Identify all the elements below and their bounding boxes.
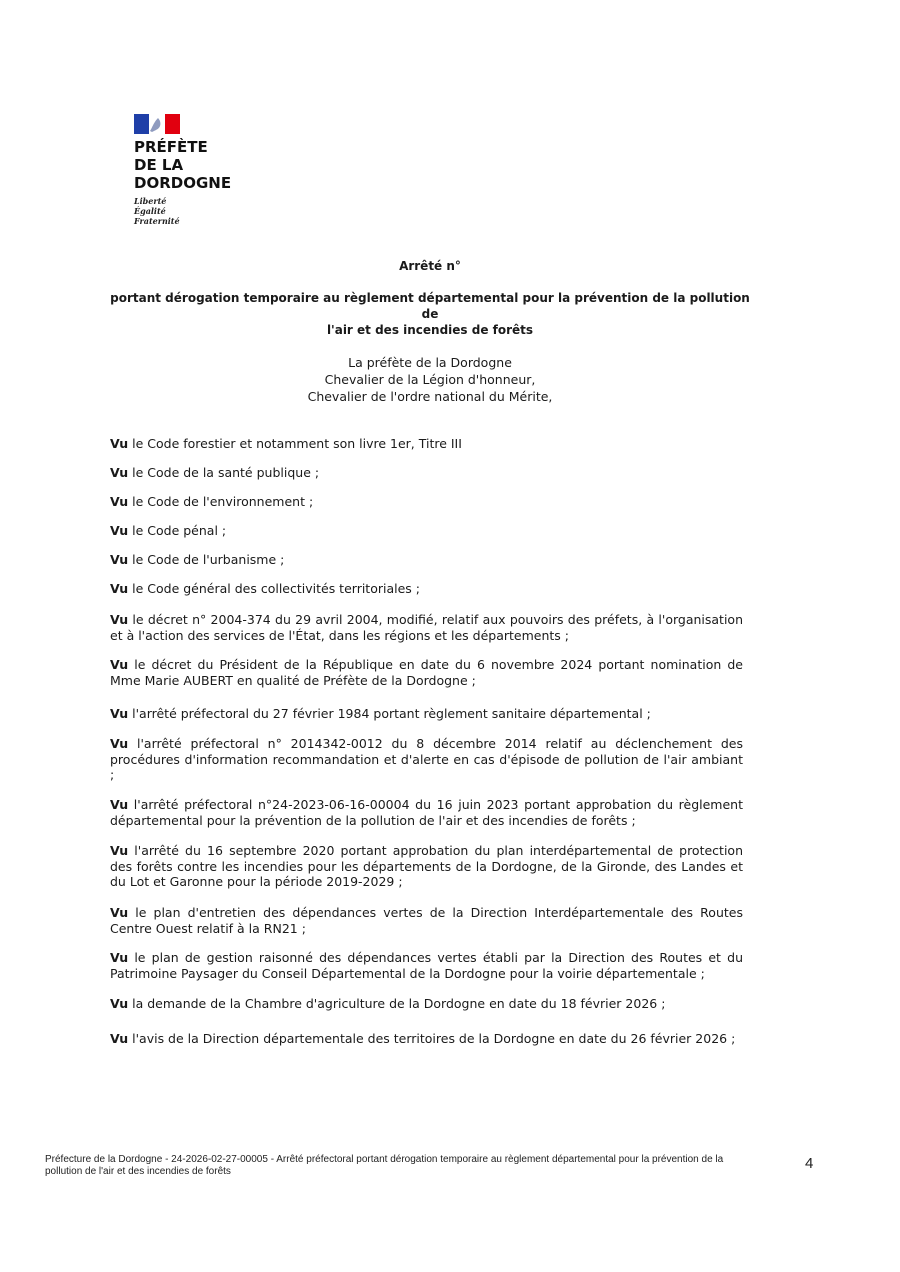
visa-item	[110, 523, 743, 539]
visa-item	[110, 797, 743, 828]
visa-text: l'arrêté préfectoral n°24-2023-06-16-00004 du 16 juin 2023 portant approbation du règlement départemental pour la prévention de la pollution de l'air et des incendies de forêts ;	[110, 797, 743, 828]
visa-vu: Vu	[110, 494, 129, 509]
authority-line-2: Chevalier de la Légion d'honneur,	[324, 372, 536, 387]
visa-item	[110, 581, 743, 597]
visa-vu: Vu	[110, 797, 129, 812]
visa-text: le décret n° 2004-374 du 29 avril 2004, modifié, relatif aux pouvoirs des préfets, à l'organisation et à l'action des services de l'État, dans les régions et les départements ;	[110, 612, 743, 643]
visa-text: l'arrêté préfectoral n° 2014342-0012 du 8 décembre 2014 relatif au déclenchement des procédures d'information recommandation et d'alerte en cas d'épisode de pollution de l'air ambiant ;	[110, 736, 743, 782]
visa-text: le Code de l'urbanisme ;	[132, 552, 285, 567]
visa-vu: Vu	[110, 950, 129, 965]
visa-item	[110, 736, 743, 783]
visa-item	[110, 436, 743, 452]
motto-liberte: Liberté	[134, 196, 167, 206]
visa-text: le Code général des collectivités territoriales ;	[132, 581, 420, 596]
visa-text: l'avis de la Direction départementale des territoires de la Dordogne en date du 26 février 2026 ;	[132, 1031, 736, 1046]
visa-item	[110, 612, 743, 643]
visa-vu: Vu	[110, 996, 129, 1011]
visa-text: le plan de gestion raisonné des dépendances vertes établi par la Direction des Routes et du Patrimoine Paysager du Conseil Départemental de la Dordogne pour la voirie départementale ;	[110, 950, 743, 981]
visa-text: le décret du Président de la République en date du 6 novembre 2024 portant nomination de Mme Marie AUBERT en qualité de Préfète de la Dordogne ;	[110, 657, 743, 688]
visa-text: le Code pénal ;	[132, 523, 227, 538]
visa-item	[110, 1031, 743, 1047]
visa-vu: Vu	[110, 436, 129, 451]
visa-vu: Vu	[110, 905, 129, 920]
visa-vu: Vu	[110, 552, 129, 567]
logo-line-2: DE LA	[134, 156, 184, 174]
authority-line-3: Chevalier de l'ordre national du Mérite,	[307, 389, 553, 404]
visa-vu: Vu	[110, 1031, 129, 1046]
visa-item	[110, 465, 743, 481]
visa-text: l'arrêté du 16 septembre 2020 portant approbation du plan interdépartemental de protection des forêts contre les incendies pour les départements de la Dordogne, de la Gironde, des Landes et du Lot et Garonne pour la période 2019-2029 ;	[110, 843, 743, 889]
decree-subject-line-2: l'air et des incendies de forêts	[326, 323, 534, 337]
visa-vu: Vu	[110, 706, 129, 721]
visa-item	[110, 552, 743, 568]
visa-item	[110, 494, 743, 510]
visa-vu: Vu	[110, 657, 129, 672]
motto-fraternite: Fraternité	[134, 216, 180, 226]
page-footer: Préfecture de la Dordogne - 24-2026-02-27-00005 - Arrêté préfectoral portant dérogation temporaire au règlement départemental pour la prévention de la pollution de l'air et des incendies de forêts	[45, 1154, 724, 1177]
visa-text: le Code de l'environnement ;	[132, 494, 314, 509]
visa-vu: Vu	[110, 843, 129, 858]
logo-line-3: DORDOGNE	[134, 174, 232, 192]
motto-egalite: Égalité	[134, 206, 166, 216]
visa-vu: Vu	[110, 523, 129, 538]
visa-item	[110, 996, 743, 1012]
logo-line-1: PRÉFÈTE	[134, 138, 208, 156]
visa-text: le Code de la santé publique ;	[132, 465, 320, 480]
visa-item	[110, 657, 743, 688]
visa-text: le plan d'entretien des dépendances vertes de la Direction Interdépartementale des Routes Centre Ouest relatif à la RN21 ;	[110, 905, 743, 936]
visa-item	[110, 706, 743, 722]
visa-item	[110, 905, 743, 936]
page-number: 4	[805, 1155, 814, 1172]
visa-vu: Vu	[110, 612, 129, 627]
visa-vu: Vu	[110, 465, 129, 480]
visa-text: la demande de la Chambre d'agriculture de la Dordogne en date du 18 février 2026 ;	[132, 996, 666, 1011]
visa-text: l'arrêté préfectoral du 27 février 1984 portant règlement sanitaire départemental ;	[132, 706, 651, 721]
decree-number: Arrêté n°	[399, 259, 461, 273]
authority-line-1: La préfète de la Dordogne	[348, 355, 512, 370]
visa-item	[110, 843, 743, 890]
visa-vu: Vu	[110, 736, 129, 751]
visa-vu: Vu	[110, 581, 129, 596]
visa-item	[110, 950, 743, 981]
visa-text: le Code forestier et notamment son livre 1er, Titre III	[132, 436, 462, 451]
decree-subject-line-1: portant dérogation temporaire au règlement départemental pour la prévention de la pollution de	[110, 291, 750, 321]
